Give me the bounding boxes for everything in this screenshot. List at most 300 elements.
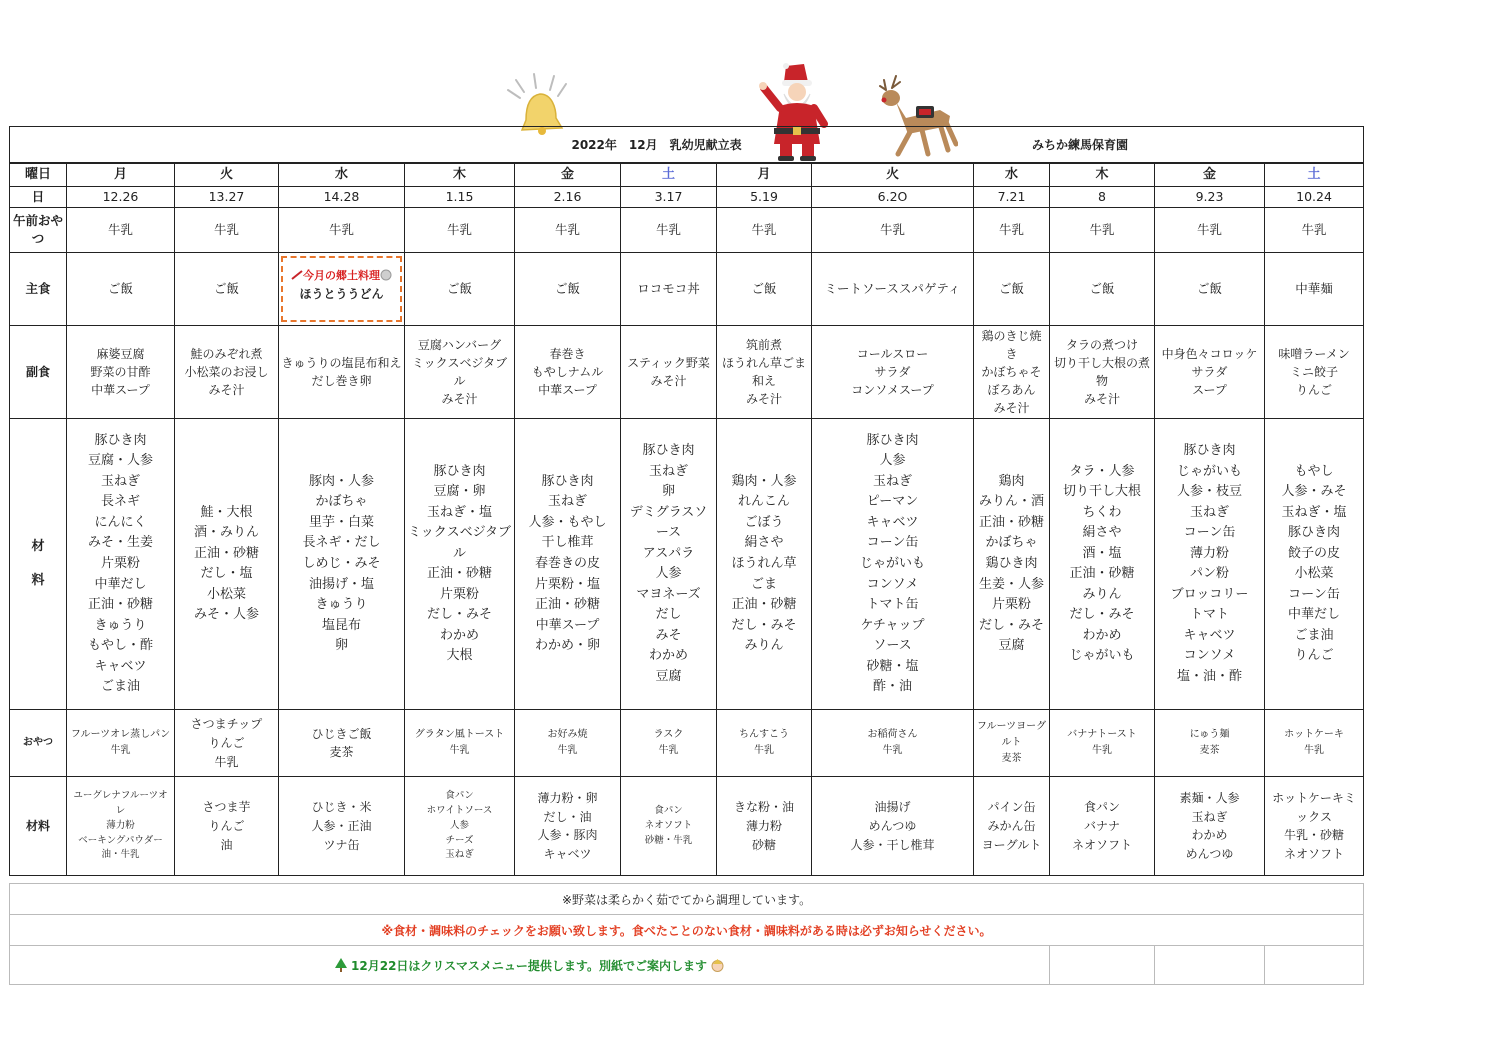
staple-cell: ご飯 [405, 253, 515, 326]
side-dish-cell-line: スティック野菜 [627, 356, 710, 371]
ingredients-cell [1265, 419, 1364, 710]
ingredients-cell-line: コンソメ [1183, 648, 1236, 664]
snack-ingredients-cell-line: みかん缶 [987, 818, 1036, 833]
side-dish-cell-line: サラダ [1191, 365, 1228, 380]
snack-ingredients-cell [405, 777, 515, 876]
ingredients-cell [974, 419, 1050, 710]
ingredients-cell-line: 砂糖・塩 [866, 658, 919, 674]
ingredients-cell-line: 餃子の皮 [1288, 545, 1341, 561]
side-dish-cell-line: きゅうりの塩昆布和え [281, 356, 402, 371]
snack-ingredients-cell-line: 油・牛乳 [101, 849, 140, 861]
ingredients-cell-line: 酒・みりん [193, 525, 259, 541]
side-dish-cell-line: ル [453, 374, 466, 389]
ingredients-cell-line: 油揚げ・塩 [308, 576, 374, 592]
snack-ingredients-cell-line: だし・油 [543, 809, 592, 824]
ingredients-cell-line: かぼちゃ [315, 494, 368, 510]
snack-cell-line: 牛乳 [214, 754, 239, 769]
ingredients-cell-line: 玉ねぎ・塩 [1281, 504, 1347, 520]
snack-cell-line: 麦茶 [329, 745, 354, 760]
row-label-staple: 主食 [10, 253, 67, 326]
note-empty-cell [1265, 946, 1364, 985]
special-dish: ほうとううどん [299, 286, 384, 301]
snack-ingredients-cell-line: ホワイトソース [426, 805, 493, 817]
weekday-cell: 金 [515, 163, 621, 186]
ingredients-cell-line: 干し椎茸 [541, 535, 594, 551]
weekday-cell-saturday: 土 [1265, 163, 1364, 186]
snack-cell [1265, 710, 1364, 777]
staple-cell: ロコモコ丼 [621, 253, 717, 326]
snack-cell [621, 710, 717, 777]
snack-cell-line: 麦茶 [1199, 745, 1220, 757]
ingredients-cell-line: ピーマン [866, 494, 919, 510]
date-cell: 13.27 [175, 186, 279, 208]
staple-cell: 中華麺 [1265, 253, 1364, 326]
side-dish-cell-line: みそ汁 [745, 392, 782, 407]
weekday-cell: 水 [974, 163, 1050, 186]
morning-snack-cell: 牛乳 [279, 208, 405, 253]
ingredients-cell [175, 419, 279, 710]
date-cell: 2.16 [515, 186, 621, 208]
ingredients-cell-line: 豚ひき肉 [94, 432, 147, 448]
ingredients-cell-line: 豆腐 [998, 638, 1025, 654]
side-dish-cell-line: ミックスベジタブ [411, 356, 508, 371]
side-dish-cell-line: コールスロー [856, 347, 929, 362]
ingredients-cell-line: キャベツ [1183, 627, 1236, 643]
snack-ingredients-cell-line: ネオソフト [1284, 846, 1345, 861]
snack-cell-line: フルーツオレ蒸しパン [70, 729, 171, 741]
snack-ingredients-cell-line: 油揚げ [874, 800, 911, 815]
snack-ingredients-cell-line: 食パン [654, 805, 683, 817]
snack-ingredients-cell-line: ヨーグルト [981, 837, 1042, 852]
ingredients-cell-line: しめじ・みそ [302, 555, 381, 571]
weekday-cell-saturday: 土 [621, 163, 717, 186]
date-cell: 5.19 [717, 186, 812, 208]
face-icon [711, 959, 724, 972]
title-cell [10, 127, 1364, 164]
ingredients-cell-line: ブロッコリー [1170, 586, 1249, 602]
snack-ingredients-cell-line: 素麺・人参 [1179, 791, 1240, 806]
date-cell: 1.15 [405, 186, 515, 208]
snack-cell-line: お好み焼 [547, 729, 588, 741]
snack-ingredients-cell-line: 人参 [449, 819, 469, 831]
side-dish-cell-line: 中身色々コロッケ [1161, 347, 1258, 362]
ingredients-cell-line: マヨネーズ [636, 586, 701, 602]
ingredients-cell-line: ル [452, 545, 466, 561]
snack-ingredients-cell-line: 人参・豚肉 [537, 828, 598, 843]
ingredients-cell-line: 片栗粉・塩 [534, 576, 600, 592]
row-label-date: 日 [10, 186, 67, 208]
snack-cell-line: 牛乳 [1304, 745, 1325, 757]
ingredients-cell-line: 豚ひき肉 [541, 473, 594, 489]
snack-ingredients-cell [812, 777, 974, 876]
side-dish-cell-line: 和え [751, 374, 776, 389]
staple-cell: ご飯 [515, 253, 621, 326]
ingredients-cell-line: りんご [1294, 648, 1334, 664]
page-title: 2022年 12月 乳幼児献立表 [571, 137, 742, 152]
ingredients-cell-line: みそ [655, 627, 682, 643]
ingredients-cell-line: だし・みそ [731, 617, 797, 633]
staple-cell-special [279, 253, 405, 326]
snack-cell-line: 牛乳 [449, 745, 470, 757]
snack-cell [175, 710, 279, 777]
side-dish-cell-line: 春巻き [549, 347, 586, 362]
ingredients-cell-line: コーン缶 [866, 535, 919, 551]
ingredients-cell-line: コーン缶 [1183, 525, 1236, 541]
ingredients-cell-line: みりん・酒 [978, 494, 1044, 510]
snack-ingredients-cell-line: きな粉・油 [733, 800, 794, 815]
ingredients-cell-line: 塩昆布 [321, 617, 361, 633]
snack-ingredients-cell-line: 人参・干し椎茸 [850, 837, 935, 852]
ingredients-cell-line: 酢・油 [872, 679, 912, 695]
ingredients-cell-line: だし・みそ [1069, 607, 1135, 623]
side-dish-cell-line: だし巻き卵 [311, 374, 372, 389]
ingredients-cell-line: 卵 [334, 638, 348, 654]
snack-cell [974, 710, 1050, 777]
staple-cell: ミートソーススパゲティ [812, 253, 974, 326]
ingredients-cell-line: みそ・生姜 [87, 535, 153, 551]
staple-cell: ご飯 [1155, 253, 1265, 326]
ingredients-cell-line: 人参・もやし [528, 514, 607, 530]
side-dish-cell-line: 中華スープ [538, 383, 597, 398]
ingredients-cell-line: キャベツ [866, 514, 919, 530]
ingredients-cell-line: にんにく [94, 514, 147, 530]
ingredients-cell-line: じゃがいも [1069, 648, 1135, 664]
snack-cell-line: にゅう麺 [1189, 729, 1230, 741]
staple-cell: ご飯 [717, 253, 812, 326]
side-dish-cell-line: みそ汁 [1083, 392, 1120, 407]
side-dish-cell [621, 326, 717, 419]
ingredients-cell-line: もやし・酢 [87, 638, 153, 654]
snack-ingredients-cell [67, 777, 175, 876]
ingredients-cell-line: 長ネギ [100, 494, 140, 510]
date-cell: 14.28 [279, 186, 405, 208]
date-cell: 6.2O [812, 186, 974, 208]
snack-ingredients-cell-line: さつま芋 [202, 800, 251, 815]
snack-ingredients-cell-line: レ [115, 805, 126, 817]
snack-ingredients-cell-line: めんつゆ [1185, 846, 1234, 861]
ingredients-cell-line: ごま [750, 576, 777, 592]
snack-ingredients-cell-line: ックス [1296, 809, 1332, 824]
snack-ingredients-cell-line: 薄力粉・卵 [537, 791, 598, 806]
ingredients-cell-line: ほうれん草 [731, 555, 797, 571]
snack-ingredients-cell-line: 玉ねぎ [445, 849, 474, 861]
dashed-highlight-box [281, 256, 402, 322]
snack-ingredients-cell [175, 777, 279, 876]
ingredients-cell-line: れんこん [737, 494, 790, 510]
side-dish-cell-line: みそ汁 [993, 401, 1030, 416]
note-christmas-text: 12月22日はクリスマスメニュー提供します。別紙でご案内します [351, 958, 707, 973]
weekday-cell: 木 [1050, 163, 1155, 186]
snack-ingredients-cell-line: ネオソフト [644, 819, 693, 831]
morning-snack-cell: 牛乳 [974, 208, 1050, 253]
ingredients-cell-line: アスパラ [642, 545, 695, 561]
note-christmas [10, 946, 1050, 985]
snack-cell-line: お稲荷さん [867, 729, 918, 741]
weekday-cell: 月 [67, 163, 175, 186]
ingredients-cell-line: わかめ [439, 627, 479, 643]
ingredients-cell-line: 正油・砂糖 [534, 597, 600, 613]
snack-ingredients-cell-line: ツナ缶 [323, 837, 360, 852]
morning-snack-cell: 牛乳 [405, 208, 515, 253]
note-allergy-check: ※食材・調味料のチェックをお願い致します。食べたことのない食材・調味料がある時は必ずお知らせください。 [10, 915, 1364, 946]
snack-ingredients-cell [717, 777, 812, 876]
ingredients-cell-line: 塩・油・酢 [1176, 668, 1242, 684]
snack-ingredients-cell-line: パイン缶 [987, 800, 1036, 815]
morning-snack-cell: 牛乳 [175, 208, 279, 253]
snack-cell [1050, 710, 1155, 777]
row-label-morning-snack: 午前おやつ [10, 208, 67, 253]
ingredients-cell-line: 小松菜 [1294, 566, 1334, 582]
ingredients-cell-line: 正油・砂糖 [1069, 566, 1135, 582]
ingredients-cell [67, 419, 175, 710]
row-label-snack-ingredients: 材料 [10, 777, 67, 876]
side-dish-cell-line: ミニ餃子 [1290, 365, 1339, 380]
row-label-side: 副食 [10, 326, 67, 419]
snack-ingredients-cell [1265, 777, 1364, 876]
ingredients-cell-line: きゅうり [315, 597, 368, 613]
ingredients-cell-line: 片栗粉 [100, 555, 140, 571]
staple-cell: ご飯 [974, 253, 1050, 326]
snack-cell-line: 牛乳 [1092, 745, 1112, 757]
ingredients-cell-line: 生姜・人参 [978, 576, 1044, 592]
ingredients-cell [1050, 419, 1155, 710]
snack-ingredients-cell-line: ベーキングパウダー [78, 834, 163, 846]
side-dish-cell-line: き [1005, 347, 1018, 362]
side-dish-cell-line: みそ汁 [650, 374, 687, 389]
ingredients-cell-line: みそ・人参 [193, 607, 259, 623]
ingredients-cell-line: 中華スープ [535, 617, 600, 633]
date-cell: 10.24 [1265, 186, 1364, 208]
morning-snack-cell: 牛乳 [1050, 208, 1155, 253]
ingredients-cell [717, 419, 812, 710]
snack-ingredients-cell-line: 人参・正油 [311, 818, 372, 833]
ingredients-cell [515, 419, 621, 710]
date-cell: 9.23 [1155, 186, 1265, 208]
snack-ingredients-cell [279, 777, 405, 876]
ingredients-cell-line: 鶏肉・人参 [731, 473, 797, 489]
ingredients-cell-line: コーン缶 [1288, 586, 1340, 602]
weekday-cell: 月 [717, 163, 812, 186]
ingredients-cell-line: デミグラスソ [629, 504, 708, 520]
ingredients-cell-line: 卵 [661, 484, 675, 500]
side-dish-cell-line: 豆腐ハンバーグ [417, 338, 502, 353]
snack-ingredients-cell-line: ホットケーキミ [1272, 791, 1356, 806]
ingredients-cell-line: わかめ [1082, 627, 1122, 643]
side-dish-cell-line: ほうれん草ごま [721, 356, 806, 371]
special-note: 今月の郷土料理 [279, 254, 404, 285]
ingredients-cell-line: 鶏肉 [998, 473, 1025, 489]
ingredients-cell-line: 豆腐 [655, 668, 682, 684]
weekday-cell: 火 [175, 163, 279, 186]
ingredients-cell-line: トマト [1189, 607, 1229, 623]
ingredients-cell-line: 中華だし [1288, 607, 1341, 623]
side-dish-cell [279, 326, 405, 419]
side-dish-cell-line: 野菜の甘酢 [90, 365, 151, 380]
snack-ingredients-cell [515, 777, 621, 876]
morning-snack-cell: 牛乳 [1265, 208, 1364, 253]
ingredients-cell-line: 豚ひき肉 [1183, 443, 1236, 459]
snack-ingredients-cell-line: 砂糖・牛乳 [644, 834, 693, 846]
snack-cell [812, 710, 974, 777]
snack-ingredients-cell-line: わかめ [1191, 828, 1228, 843]
snack-cell [1155, 710, 1265, 777]
row-label-weekday: 曜日 [10, 163, 67, 186]
ingredients-cell-line: 玉ねぎ [100, 473, 140, 489]
ingredients-cell-line: 玉ねぎ [1189, 504, 1229, 520]
snack-cell-line: 牛乳 [882, 745, 903, 757]
snack-cell-line: 牛乳 [110, 745, 131, 757]
ingredients-cell-line: 正油・砂糖 [193, 545, 259, 561]
snack-ingredients-cell-line: めんつゆ [868, 818, 917, 833]
christmas-tree-icon [335, 958, 347, 972]
ingredients-cell-line: 人参・枝豆 [1176, 484, 1242, 500]
snack-ingredients-cell-line: バナナ [1083, 818, 1120, 833]
ingredients-cell-line: ごま油 [100, 679, 140, 695]
ingredients-cell-line: 玉ねぎ・塩 [426, 504, 492, 520]
side-dish-cell [974, 326, 1050, 419]
ingredients-cell-line: 長ネギ・だし [302, 535, 381, 551]
ingredients-cell-line: 正油・砂糖 [426, 566, 492, 582]
side-dish-cell-line: スープ [1192, 383, 1227, 398]
snack-ingredients-cell-line: 玉ねぎ [1191, 809, 1228, 824]
side-dish-cell [717, 326, 812, 419]
ingredients-cell-line: 豆腐・卵 [433, 484, 486, 500]
side-dish-cell-line: みそ汁 [208, 383, 245, 398]
ingredients-cell-line: 豚ひき肉 [642, 443, 695, 459]
side-dish-cell-line: 筑前煮 [745, 338, 782, 353]
snack-cell-line: さつまチップ [190, 717, 263, 732]
ingredients-cell-line: じゃがいも [1176, 463, 1242, 479]
ingredients-cell-line: きゅうり [94, 617, 147, 633]
snack-cell [67, 710, 175, 777]
ingredients-cell [1155, 419, 1265, 710]
snack-cell-line: バナナトースト [1067, 729, 1137, 741]
ingredients-cell-line: 片栗粉 [991, 597, 1031, 613]
side-dish-cell-line: かぼちゃそ [981, 365, 1042, 380]
ingredients-cell-line: 豚ひき肉 [1288, 525, 1341, 541]
ingredients-cell-line: ケチャップ [860, 617, 925, 633]
ingredients-cell-line: 中華だし [94, 576, 147, 592]
ingredients-cell-line: 鶏ひき肉 [985, 555, 1038, 571]
side-dish-cell-line: コンソメスープ [851, 383, 934, 398]
ingredients-cell [279, 419, 405, 710]
ingredients-cell [405, 419, 515, 710]
snack-ingredients-cell-line: 食パン [445, 790, 474, 802]
morning-snack-cell: 牛乳 [717, 208, 812, 253]
snack-cell [405, 710, 515, 777]
ingredients-cell-line: コンソメ [866, 576, 919, 592]
ingredients-cell-line: 酒・塩 [1082, 545, 1122, 561]
row-label-ingredients-2: 料 [31, 573, 45, 589]
date-cell: 8 [1050, 186, 1155, 208]
morning-snack-cell: 牛乳 [812, 208, 974, 253]
ingredients-cell-line: 正油・砂糖 [978, 514, 1044, 530]
weekday-cell: 金 [1155, 163, 1265, 186]
side-dish-cell [515, 326, 621, 419]
ingredients-cell-line: ごま油 [1294, 627, 1334, 643]
menu-table [9, 126, 1364, 876]
snack-ingredients-cell-line: 薄力粉 [106, 819, 135, 831]
snack-cell-line: 牛乳 [754, 745, 774, 757]
ingredients-cell-line: だし・みそ [426, 607, 492, 623]
snack-cell-line: グラタン風トースト [414, 729, 505, 741]
ingredients-cell-line: 人参 [879, 453, 906, 469]
morning-snack-cell: 牛乳 [515, 208, 621, 253]
snack-ingredients-cell-line: 油 [220, 837, 233, 852]
staple-cell: ご飯 [1050, 253, 1155, 326]
snack-ingredients-cell-line: 食パン [1083, 800, 1120, 815]
staple-cell: ご飯 [67, 253, 175, 326]
snack-cell-line: フルーツヨーグ [976, 721, 1047, 733]
ingredients-cell-line: 玉ねぎ [547, 494, 587, 510]
side-dish-cell-line: タラの煮つけ [1065, 338, 1138, 353]
weekday-cell: 木 [405, 163, 515, 186]
ingredients-cell-line: 玉ねぎ [648, 463, 688, 479]
ingredients-cell-line: 里芋・白菜 [308, 514, 374, 530]
ingredients-cell-line: 大根 [446, 648, 473, 664]
school-name: みちか練馬保育園 [1032, 138, 1129, 152]
snack-ingredients-cell-line: 薄力粉 [745, 818, 782, 833]
snack-cell [515, 710, 621, 777]
ingredients-cell [812, 419, 974, 710]
ingredients-cell-line: わかめ [648, 648, 688, 664]
side-dish-cell-line: 味噌ラーメン [1278, 347, 1350, 362]
side-dish-cell-line: みそ汁 [441, 392, 478, 407]
side-dish-cell-line: サラダ [874, 365, 911, 380]
side-dish-cell [405, 326, 515, 419]
side-dish-cell-line: りんご [1296, 383, 1333, 398]
side-dish-cell-line: 切り干し大根の煮 [1053, 356, 1150, 371]
snack-cell-line: ルト [1001, 737, 1022, 749]
snack-ingredients-cell-line: チーズ [445, 834, 474, 846]
ingredients-cell-line: 絹さや [744, 535, 784, 551]
side-dish-cell-line: 物 [1095, 374, 1108, 389]
ingredients-cell-line: ちくわ [1082, 504, 1122, 520]
snack-cell [717, 710, 812, 777]
note-vegetables: ※野菜は柔らかく茹でてから調理しています。 [10, 884, 1364, 915]
snack-cell-line: 牛乳 [658, 745, 679, 757]
date-cell: 3.17 [621, 186, 717, 208]
row-label-snack: おやつ [10, 710, 67, 777]
staple-cell: ご飯 [175, 253, 279, 326]
snack-ingredients-cell-line: 牛乳・砂糖 [1284, 828, 1345, 843]
ingredients-cell-line: 片栗粉 [439, 586, 479, 602]
date-cell: 7.21 [974, 186, 1050, 208]
snack-cell-line: 麦茶 [1001, 753, 1022, 765]
snack-ingredients-cell-line: ユーグレナフルーツオ [73, 790, 168, 802]
snack-ingredients-cell-line: りんご [208, 818, 245, 833]
ingredients-cell-line: だし・塩 [200, 566, 253, 582]
ingredients-cell-line: 正油・砂糖 [731, 597, 797, 613]
ingredients-cell-line: だし [655, 607, 682, 623]
ingredients-cell-line: みりん [744, 638, 784, 654]
ingredients-cell-line: 豆腐・人参 [87, 453, 153, 469]
ingredients-cell-line: 正油・砂糖 [87, 597, 153, 613]
side-dish-cell [812, 326, 974, 419]
ingredients-cell-line: 絹さや [1082, 525, 1122, 541]
snack-cell-line: りんご [208, 735, 245, 750]
ingredients-cell-line: 豚肉・人参 [308, 473, 374, 489]
snack-ingredients-cell-line: キャベツ [543, 846, 592, 861]
ingredients-cell-line: 春巻きの皮 [534, 555, 600, 571]
side-dish-cell-line: 中華スープ [91, 383, 150, 398]
ingredients-cell-line: かぼちゃ [985, 535, 1038, 551]
snack-ingredients-cell-line: ひじき・米 [311, 800, 372, 815]
morning-snack-cell: 牛乳 [621, 208, 717, 253]
ingredients-cell-line: 鮭・大根 [200, 504, 253, 520]
side-dish-cell [1155, 326, 1265, 419]
snack-ingredients-cell [621, 777, 717, 876]
